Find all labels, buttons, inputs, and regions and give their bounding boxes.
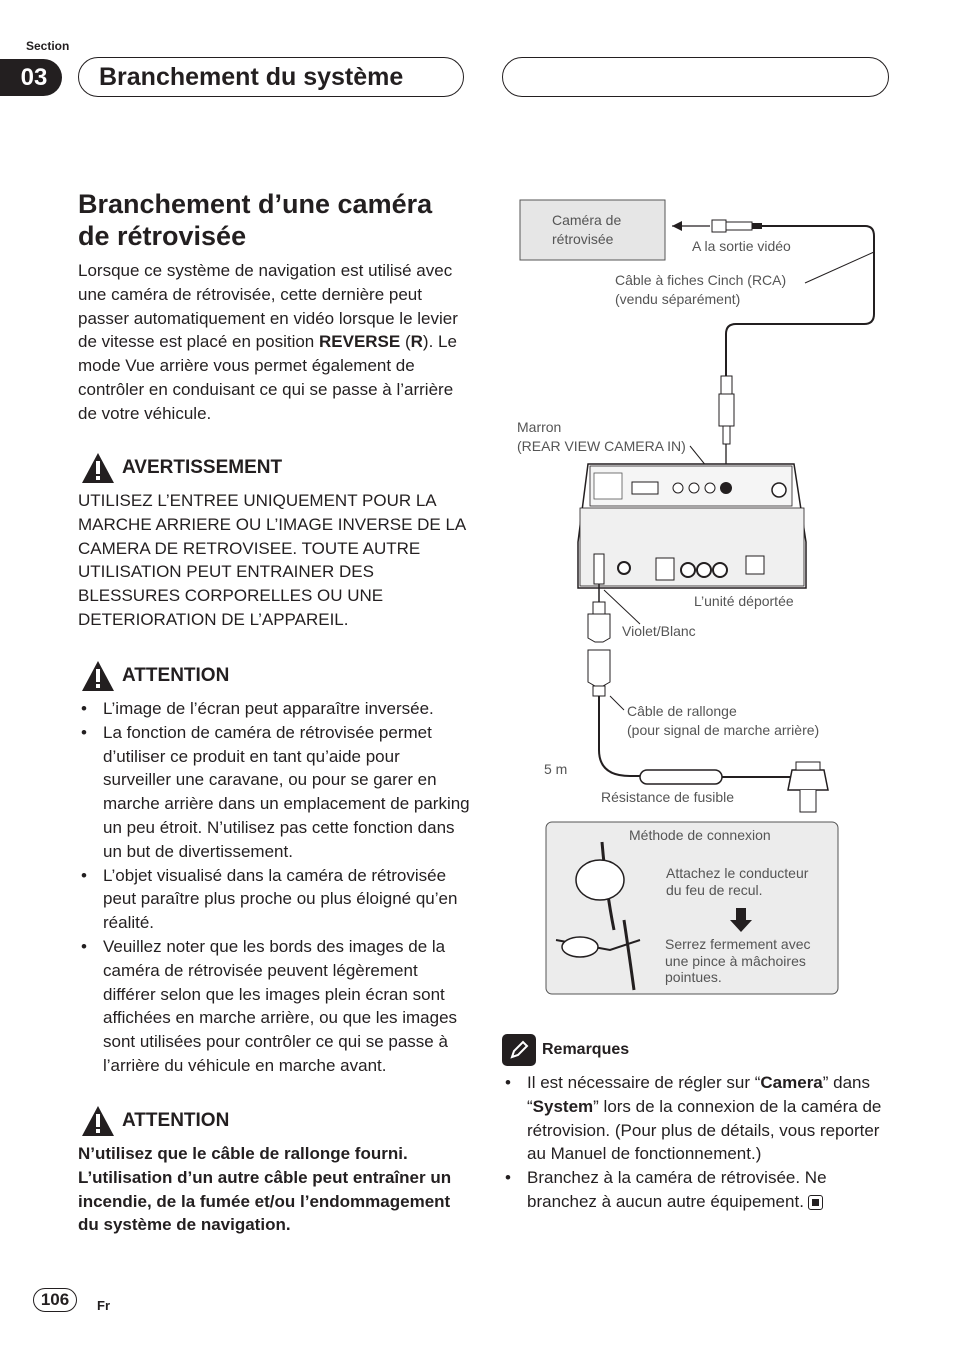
remote-unit-label: L’unité déportée <box>694 593 794 609</box>
caution-icon <box>80 1104 116 1138</box>
ext-label-2: (pour signal de marche arrière) <box>627 722 820 738</box>
ext-label-1: Câble de rallonge <box>627 703 737 719</box>
attention1-heading: ATTENTION <box>122 665 230 686</box>
brown-label-1: Marron <box>517 419 562 435</box>
warning-icon <box>80 451 116 485</box>
brown-label-2: (REAR VIEW CAMERA IN) <box>517 438 686 454</box>
attach-label-1: Attachez le conducteur <box>666 865 809 881</box>
camera-label-2: rétrovisée <box>552 231 614 247</box>
list-item: • Veuillez noter que les bords des images de la caméra de rétrovisée peuvent légèrement différer selon que les images plein écran sont affichées en marche arrière, ou que les images sont utilisées pour contrôler ce qui se passe à l’arrière du véhicule en marche avant. <box>78 935 470 1078</box>
list-item <box>502 1071 886 1166</box>
intro-paragraph <box>78 259 468 426</box>
notes-heading-row <box>502 1034 629 1066</box>
note1-text-a: Il est nécessaire de régler sur “ <box>527 1073 761 1092</box>
caution-icon <box>80 659 116 693</box>
list-item <box>502 1166 886 1214</box>
crimp-label-2: une pince à mâchoires <box>665 953 806 969</box>
note1-camera: Camera <box>760 1073 823 1092</box>
note2-text: Branchez à la caméra de rétrovisée. Ne branchez à aucun autre équipement. <box>527 1168 827 1211</box>
note1-text-e: ” lors de la connexion de la caméra de rétrovision. (Pour plus de détails, vous reporter au Manuel de fonctionnement.) <box>527 1096 882 1164</box>
notes-list <box>502 1071 886 1214</box>
camera-box <box>520 200 665 260</box>
intro-text-1: Lorsque ce système de navigation est utilisé avec une caméra de rétrovisée, cette dernière peut passer automatiquement en vidéo lorsque le levier de vitesse est placé en position <box>78 261 458 352</box>
section-number: 03 <box>0 59 62 96</box>
method-label: Méthode de connexion <box>629 827 771 843</box>
rca-label-1: Câble à fiches Cinch (RCA) <box>615 272 787 288</box>
attention1-heading-row <box>80 659 229 693</box>
attention2-heading-row <box>80 1104 229 1138</box>
language-code: Fr <box>97 1298 110 1313</box>
attention1-list <box>78 697 470 1078</box>
warning-heading: AVERTISSEMENT <box>122 457 283 478</box>
page-heading: Branchement d’une caméra de rétrovisée <box>78 189 433 251</box>
section-title: Branchement du système <box>78 57 464 97</box>
attention2-text: N’utilisez que le câble de rallonge fourni. L’utilisation d’un autre câble peut entraîner un incendie, de la fumée et/ou l’endommagement du système de navigation. <box>78 1144 452 1235</box>
crimp-label-3: pointues. <box>665 969 722 985</box>
pencil-icon <box>502 1034 536 1066</box>
list-item: • La fonction de caméra de rétrovisée permet d’utiliser ce produit en tant qu’aide pour surveiller une caravane, ou pour se garer en marche arrière dans un emplacement de parking un peu étroit. N’utilisez pas cette fonction dans un but de divertissement. <box>78 721 470 864</box>
camera-label-1: Caméra de <box>552 212 622 228</box>
length-label: 5 m <box>544 761 568 777</box>
intro-text-3: ). Le mode Vue arrière vous permet également de contrôler en conduisant ce qui se passe à l’arrière de votre véhicule. <box>78 332 457 423</box>
intro-r: R <box>410 332 423 352</box>
notes-heading: Remarques <box>542 1041 630 1058</box>
end-mark-icon <box>808 1195 823 1210</box>
intro-text-2: ( <box>400 332 411 352</box>
crimp-label-1: Serrez fermement avec <box>665 936 811 952</box>
attention2-heading: ATTENTION <box>122 1110 230 1131</box>
header-empty-pill <box>502 57 889 97</box>
warning-heading-row <box>80 451 282 485</box>
section-label: Section <box>26 39 70 53</box>
rca-label-2: (vendu séparément) <box>615 291 741 307</box>
attach-label-2: du feu de recul. <box>666 882 763 898</box>
fuse-label: Résistance de fusible <box>601 789 735 805</box>
list-item: • L’objet visualisé dans la caméra de rétrovisée peut paraître plus proche ou plus éloigné qu’en réalité. <box>78 864 470 935</box>
connection-diagram <box>500 190 900 1000</box>
violet-white-label: Violet/Blanc <box>622 623 696 639</box>
note1-system: System <box>532 1096 594 1116</box>
list-item: • L’image de l’écran peut apparaître inversée. <box>78 697 470 721</box>
page-number: 106 <box>33 1288 77 1312</box>
intro-reverse: REVERSE <box>318 332 401 352</box>
warning-text: UTILISEZ L’ENTREE UNIQUEMENT POUR LA MARCHE ARRIERE OU L’IMAGE INVERSE DE LA CAMERA DE RETROVISEE. TOUTE AUTRE UTILISATION PEUT ENTRAINER DES BLESSURES CORPORELLES OU UNE DETERIORATION DE L’APPAREIL. <box>78 491 466 629</box>
video-out-label: A la sortie vidéo <box>692 238 791 254</box>
note1-text-c: ” dans “ <box>527 1073 871 1116</box>
